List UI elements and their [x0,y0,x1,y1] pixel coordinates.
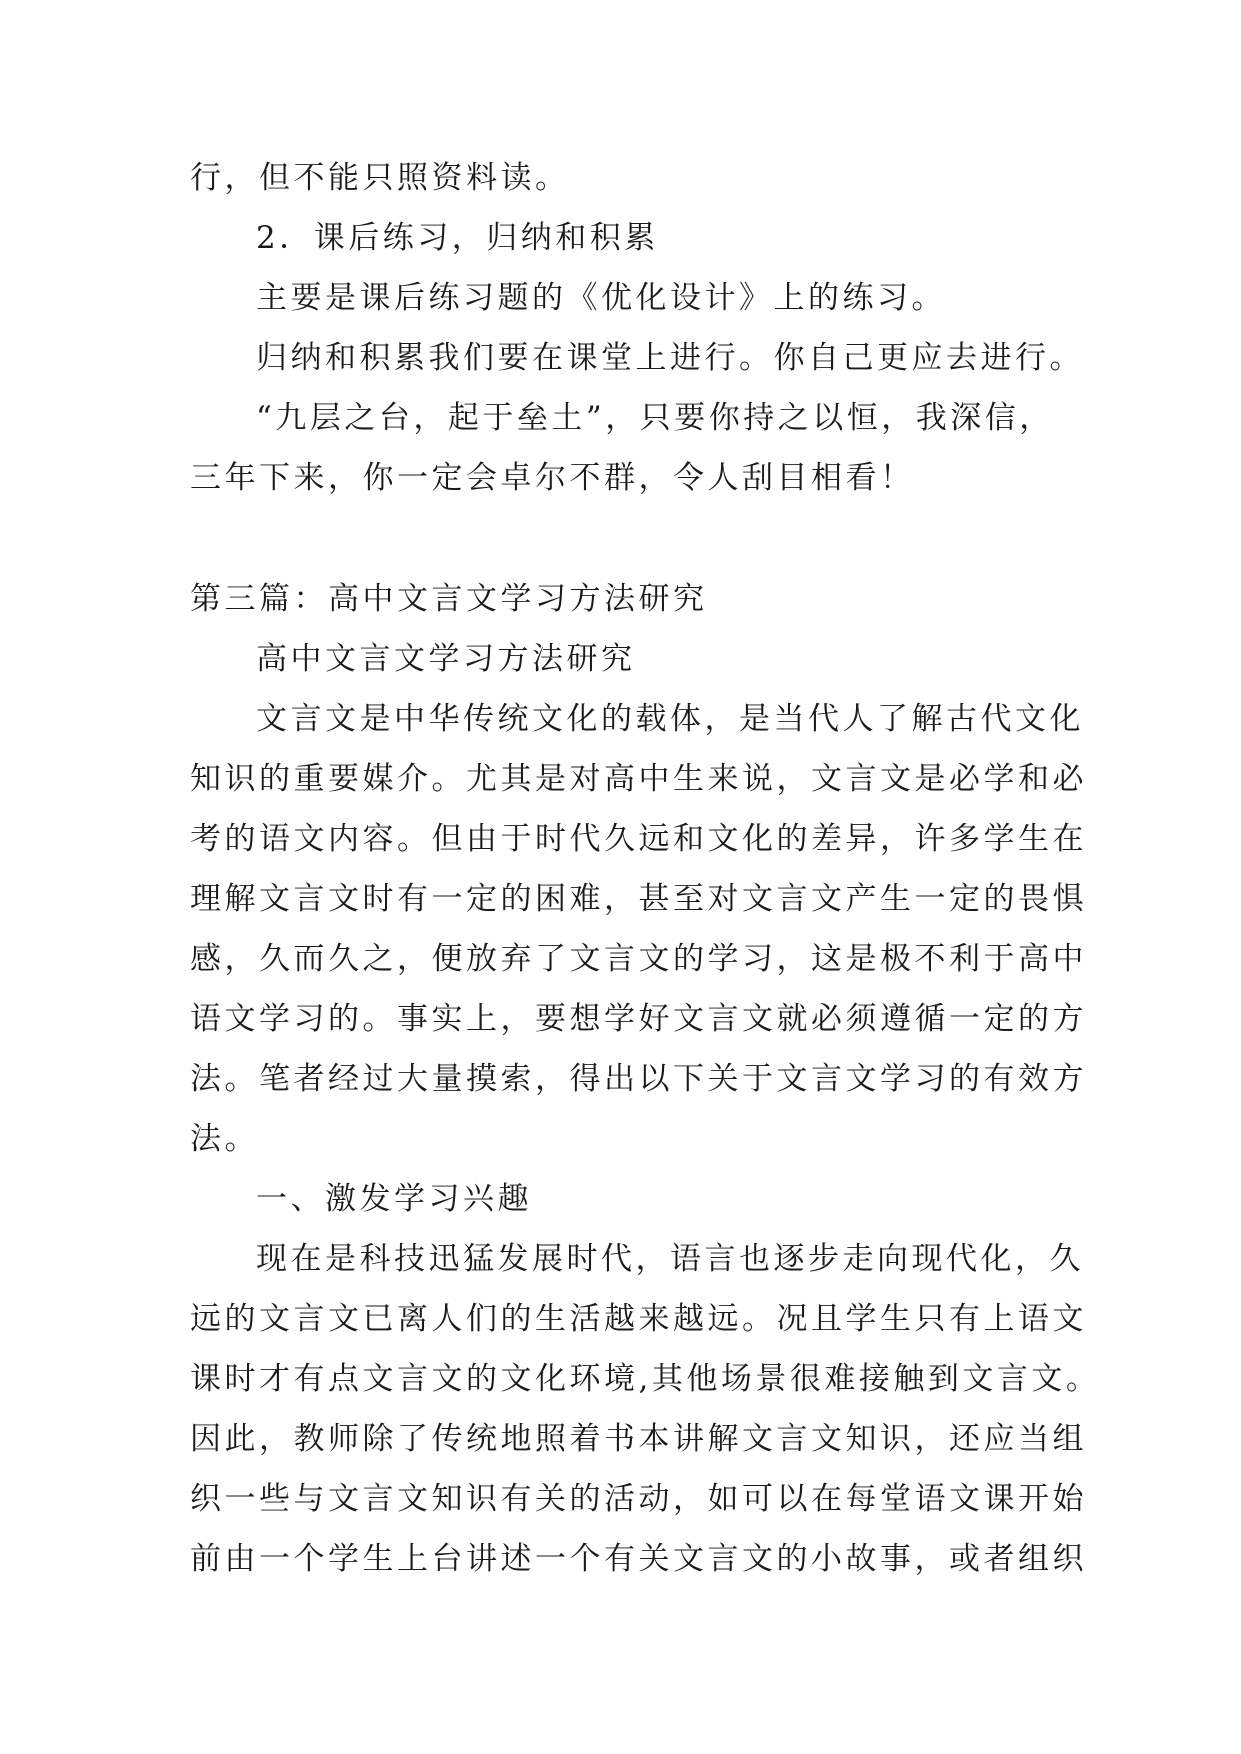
document-page [190,148,1101,1589]
text-line: “九层之台，起于垒土”，只要你持之以恒，我深信， [256,400,1054,436]
text-line: 课时才有点文言文的文化环境,其他场景很难接触到文言文。 [190,1361,1101,1397]
paragraph-gap [190,508,1052,569]
text-line: 行，但不能只照资料读。 [190,160,570,196]
text-line: 织一些与文言文知识有关的活动，如可以在每堂语文课开始 [190,1481,1087,1517]
text-line: 理解文言文时有一定的困难，甚至对文言文产生一定的畏惧 [190,881,1087,917]
text-line: 法。 [190,1121,259,1157]
text-line: 语文学习的。事实上，要想学好文言文就必须遵循一定的方 [190,1001,1087,1037]
text-line: 考的语文内容。但由于时代久远和文化的差异，许多学生在 [190,821,1087,857]
section-heading: 第三篇：高中文言文学习方法研究 [190,581,708,617]
text-line: 因此，教师除了传统地照着书本讲解文言文知识，还应当组 [190,1421,1087,1457]
text-line: 远的文言文已离人们的生活越来越远。况且学生只有上语文 [190,1301,1087,1337]
text-line: 主要是课后练习题的《优化设计》上的练习。 [256,280,946,316]
text-line: 法。笔者经过大量摸索，得出以下关于文言文学习的有效方 [190,1061,1087,1097]
text-line: 感，久而久之，便放弃了文言文的学习，这是极不利于高中 [190,941,1087,977]
text-line: 三年下来，你一定会卓尔不群，令人刮目相看！ [190,460,915,496]
text-line: 前由一个学生上台讲述一个有关文言文的小故事，或者组织 [190,1541,1087,1577]
subheading: 一、激发学习兴趣 [256,1181,532,1217]
text-line: 归纳和积累我们要在课堂上进行。你自己更应去进行。 [256,340,1084,376]
list-heading: 2．课后练习，归纳和积累 [256,220,659,256]
text-line: 现在是科技迅猛发展时代，语言也逐步走向现代化，久 [256,1241,1084,1277]
section-title: 高中文言文学习方法研究 [256,641,636,677]
text-line: 知识的重要媒介。尤其是对高中生来说，文言文是必学和必 [190,761,1087,797]
text-line: 文言文是中华传统文化的载体，是当代人了解古代文化 [256,701,1084,737]
